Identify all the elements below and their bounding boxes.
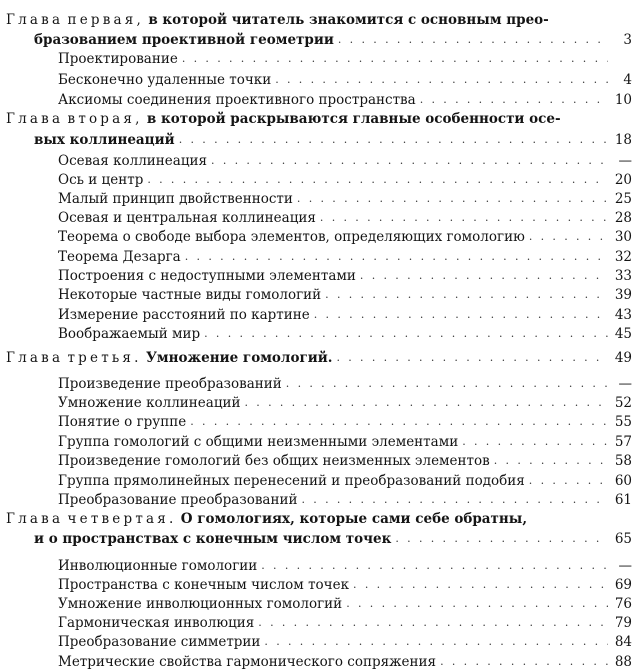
section-title: Теорема о свободе выбора элементов, определяющих гомологию	[58, 229, 525, 245]
section-title: Аксиомы соединения проективного пространства	[58, 92, 416, 108]
section-entry	[58, 245, 632, 265]
chapter-heading-line	[6, 107, 632, 127]
section-entry	[58, 264, 632, 284]
leader-dots	[462, 436, 608, 447]
section-title: Пространства с конечным числом точек	[58, 577, 350, 593]
section-title: Ось и центр	[58, 172, 144, 188]
leader-dots	[353, 579, 608, 590]
leader-dots	[301, 494, 608, 505]
section-title: Группа гомологий с общими неизменными элементами	[58, 434, 459, 450]
chapter-ordinal: вторая,	[67, 111, 143, 127]
section-title: Произведение преобразований	[58, 376, 282, 392]
section-title: Измерение расстояний по картине	[58, 307, 310, 323]
chapter-heading-line	[6, 8, 632, 28]
chapter-ordinal: третья.	[67, 350, 142, 366]
page-number: 45	[614, 326, 632, 342]
leader-dots	[420, 94, 608, 105]
page-number: 55	[614, 414, 632, 430]
page-number: —	[618, 376, 632, 392]
leader-dots	[245, 397, 609, 408]
section-title: Теорема Дезарга	[58, 249, 181, 265]
section-entry	[58, 225, 632, 245]
section-entry	[58, 168, 632, 188]
leader-dots	[204, 328, 608, 339]
section-title: Бесконечно удаленные точки	[58, 72, 272, 88]
chapter-heading-line	[34, 128, 632, 148]
page-number: 28	[614, 210, 632, 226]
leader-dots	[320, 212, 608, 223]
section-entry	[58, 488, 632, 508]
leader-dots	[360, 270, 608, 281]
section-entry	[58, 47, 632, 67]
section-title: Осевая коллинеация	[58, 153, 208, 169]
section-title: Некоторые частные виды гомологий	[58, 287, 322, 303]
page-number: 79	[614, 615, 632, 631]
chapter-heading-line	[34, 527, 632, 547]
section-entry	[58, 206, 632, 226]
leader-dots	[258, 617, 608, 628]
section-title: Понятие о группе	[58, 414, 187, 430]
section-entry	[58, 68, 632, 88]
page-number: 84	[614, 634, 632, 650]
leader-dots	[338, 34, 608, 45]
chapter-label: Глава	[6, 350, 64, 366]
chapter-title: Умножение гомологий.	[145, 350, 333, 366]
section-entry	[58, 573, 632, 593]
leader-dots	[147, 174, 608, 185]
section-entry	[58, 611, 632, 631]
page-number: 33	[614, 268, 632, 284]
chapter-title: в которой раскрываются главные особенности осе-	[146, 111, 561, 127]
section-entry	[58, 449, 632, 469]
page-number: 60	[614, 473, 632, 489]
page-number: 4	[623, 72, 632, 88]
page-number: 18	[614, 132, 632, 148]
chapter-title: О гомологиях, которые сами себе обратны,	[180, 511, 528, 527]
page-number: 76	[614, 596, 632, 612]
chapter-heading	[6, 350, 332, 366]
section-title: Проектирование	[58, 51, 178, 67]
chapter-ordinal: четвертая.	[67, 511, 177, 527]
leader-dots	[440, 656, 608, 667]
section-title: Произведение гомологий без общих неизменных элементов	[58, 453, 490, 469]
page-number: 32	[614, 249, 632, 265]
page-number: 25	[614, 191, 632, 207]
page-number: 65	[614, 531, 632, 547]
page-number: —	[618, 153, 632, 169]
section-entry	[58, 283, 632, 303]
section-title: Преобразование симметрии	[58, 634, 261, 650]
chapter-ordinal: первая,	[67, 12, 145, 28]
chapter-title-continued: вых коллинеаций	[34, 132, 175, 148]
section-title: Построения с недоступными элементами	[58, 268, 356, 284]
leader-dots	[190, 416, 608, 427]
section-title: Инволюционные гомологии	[58, 558, 258, 574]
leader-dots	[529, 231, 608, 242]
section-title: Группа прямолинейных перенесений и преобразований подобия	[58, 473, 525, 489]
leader-dots	[297, 193, 608, 204]
section-title: Метрические свойства гармонического сопряжения	[58, 654, 437, 670]
chapter-title-continued: и о пространствах с конечным числом точек	[34, 531, 392, 547]
leader-dots	[182, 53, 608, 64]
leader-dots	[529, 475, 608, 486]
section-entry	[58, 372, 632, 392]
leader-dots	[264, 636, 608, 647]
page-number: 30	[614, 229, 632, 245]
leader-dots	[336, 352, 608, 363]
leader-dots	[179, 134, 608, 145]
leader-dots	[325, 289, 608, 300]
section-entry	[58, 88, 632, 108]
section-entry	[58, 430, 632, 450]
chapter-heading-line	[6, 346, 632, 366]
page-number: 57	[614, 434, 632, 450]
section-title: Умножение коллинеаций	[58, 395, 241, 411]
page-number: 49	[614, 350, 632, 366]
section-entry	[58, 391, 632, 411]
chapter-label: Глава	[6, 111, 64, 127]
chapter-heading	[6, 111, 561, 127]
leader-dots	[314, 309, 608, 320]
page-number: 52	[614, 395, 632, 411]
page-number: 61	[614, 492, 632, 508]
leader-dots	[185, 251, 608, 262]
page-number: 88	[614, 654, 632, 670]
section-entry	[58, 554, 632, 574]
section-entry	[58, 410, 632, 430]
section-title: Осевая и центральная коллинеация	[58, 210, 316, 226]
chapter-heading	[6, 12, 549, 28]
page-number: 10	[614, 92, 632, 108]
leader-dots	[211, 155, 608, 166]
section-entry	[58, 650, 632, 670]
chapter-title-continued: бразованием проективной геометрии	[34, 32, 334, 48]
chapter-label: Глава	[6, 511, 64, 527]
section-title: Воображаемый мир	[58, 326, 201, 342]
section-entry	[58, 149, 632, 169]
chapter-heading-line	[6, 507, 632, 527]
section-entry	[58, 322, 632, 342]
chapter-label: Глава	[6, 12, 64, 28]
section-entry	[58, 303, 632, 323]
page-number: 3	[623, 32, 632, 48]
leader-dots	[395, 533, 608, 544]
chapter-title: в которой читатель знакомится с основным прео-	[148, 12, 549, 28]
section-entry	[58, 469, 632, 489]
section-title: Малый принцип двойственности	[58, 191, 293, 207]
page-number: 58	[614, 453, 632, 469]
page-number: 43	[614, 307, 632, 323]
leader-dots	[261, 560, 608, 571]
leader-dots	[346, 598, 608, 609]
page-number: 39	[614, 287, 632, 303]
chapter-heading-line	[34, 28, 632, 48]
section-title: Умножение инволюционных гомологий	[58, 596, 343, 612]
section-entry	[58, 592, 632, 612]
section-entry	[58, 187, 632, 207]
leader-dots	[494, 455, 608, 466]
page-number: —	[618, 558, 632, 574]
chapter-heading	[6, 511, 527, 527]
leader-dots	[286, 378, 608, 389]
leader-dots	[275, 74, 608, 85]
section-entry	[58, 630, 632, 650]
section-title: Гармоническая инволюция	[58, 615, 255, 631]
page-number: 69	[614, 577, 632, 593]
page-number: 20	[614, 172, 632, 188]
section-title: Преобразование преобразований	[58, 492, 298, 508]
